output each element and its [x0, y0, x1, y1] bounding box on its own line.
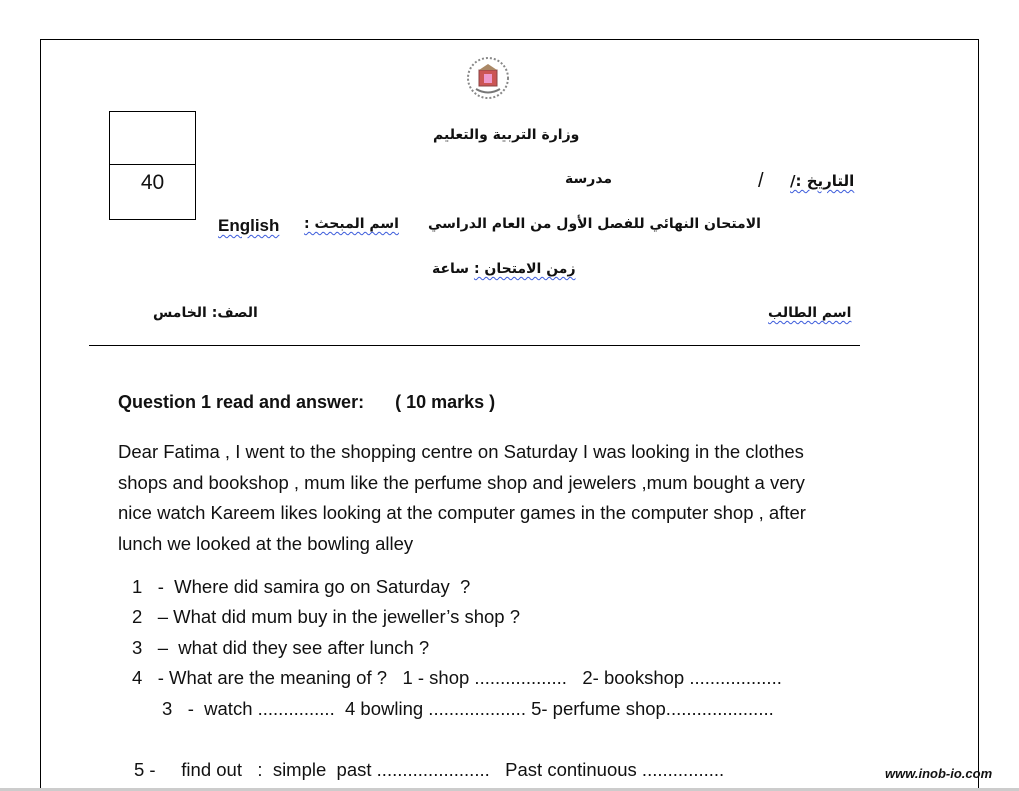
page-border-right	[978, 39, 979, 791]
watermark-url: www.inob-io.com	[885, 766, 993, 781]
ministry-name: وزارة التربية والتعليم	[433, 127, 580, 143]
exam-duration	[432, 261, 576, 277]
reading-passage	[118, 437, 806, 559]
page-border-top	[40, 39, 979, 40]
student-name-label[interactable]	[768, 305, 851, 321]
passage-line: nice watch Kareem likes looking at the computer games in the computer shop , after	[118, 502, 806, 523]
header-divider	[89, 345, 860, 346]
date-separator: /	[758, 170, 764, 192]
subject-label	[304, 216, 399, 232]
grade-label: الصف: الخامس	[153, 305, 258, 321]
question-item-2: 2 – What did mum buy in the jeweller’s shop ?	[132, 606, 521, 627]
question-item-4: 4 - What are the meaning of ? 1 - shop .................. 2- bookshop ..................	[132, 667, 782, 688]
duration-label: زمن الامتحان :	[473, 261, 576, 277]
question-title	[118, 392, 495, 413]
score-total: 40	[140, 171, 165, 194]
subject-value-text: English	[218, 216, 280, 235]
question-title-text: Question 1 read and answer:	[118, 392, 365, 412]
date-label	[790, 172, 854, 190]
exam-title: الامتحان النهائي للفصل الأول من العام الدراسي	[428, 216, 761, 232]
question-marks: ( 10 marks )	[395, 392, 496, 412]
score-box	[109, 111, 196, 220]
score-obtained-cell[interactable]	[110, 112, 195, 165]
passage-line: lunch we looked at the bowling alley	[118, 532, 414, 554]
page-border-left	[40, 39, 41, 791]
question-item-4-continued: 3 - watch ............... 4 bowling ................... 5- perfume shop.....................	[162, 698, 774, 719]
question-item-1: 1 - Where did samira go on Saturday ?	[132, 576, 471, 597]
question-item-5: 5 - find out : simple past ...................... Past continuous ................	[134, 759, 725, 780]
student-name-text: اسم الطالب	[768, 305, 852, 321]
subject-label-text: اسم المبحث :	[304, 216, 399, 232]
passage-line: shops and bookshop , mum like the perfume shop and jewelers ,mum bought a very	[118, 471, 805, 493]
passage-line: Dear Fatima , I went to the shopping centre on Saturday I was looking in the clothes	[118, 441, 804, 462]
duration-value: ساعة	[432, 261, 470, 277]
ministry-emblem-logo	[466, 56, 510, 105]
subject-value	[218, 216, 279, 236]
date-label-text: التاريخ :/	[790, 172, 855, 190]
question-item-3: 3 – what did they see after lunch ?	[132, 637, 430, 658]
school-label: مدرسة	[565, 171, 613, 187]
